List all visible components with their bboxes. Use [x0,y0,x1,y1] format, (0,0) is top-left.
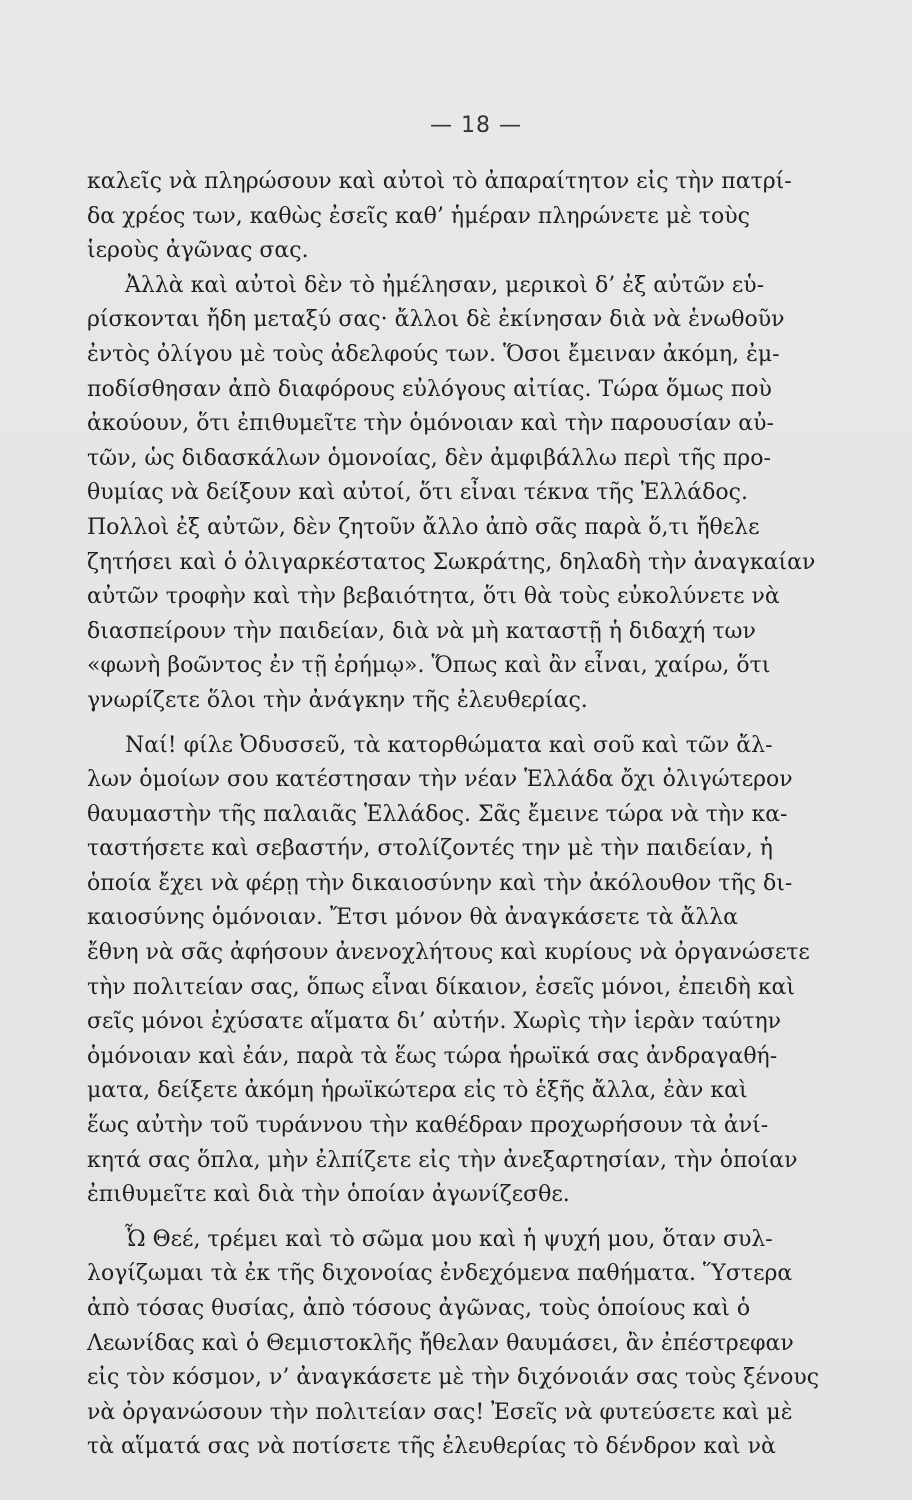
text-line: ἀπὸ τόσας θυσίας, ἀπὸ τόσους ἀγῶνας, τοὺς ὁποίους καὶ ὁ [87,1296,751,1321]
text-line: ὁποία ἔχει νὰ φέρῃ τὴν δικαιοσύνην καὶ τὴν ἀκόλουθον τῆς δι- [87,870,793,896]
text-line: τὰ αἵματά σας νὰ ποτίσετε τῆς ἐλευθερίας τὸ δένδρον καὶ νὰ [87,1434,776,1460]
text-line: ματα, δείξετε ἀκόμη ἡρωϊκώτερα εἰς τὸ ἑξῆς ἄλλα, ἐὰν καὶ [87,1078,748,1104]
text-line: λογίζωμαι τὰ ἐκ τῆς διχονοίας ἐνδεχόμενα παθήματα. Ὕστερα [87,1261,793,1287]
text-line: ὁμόνοιαν καὶ ἐάν, παρὰ τὰ ἕως τώρα ἡρωϊκά σας ἀνδραγαθή- [87,1043,778,1069]
text-line: λων ὁμοίων σου κατέστησαν τὴν νέαν Ἑλλάδα ὄχι ὀλιγώτερον [87,767,793,793]
text-line: τὴν πολιτείαν σας, ὅπως εἶναι δίκαιον, ἐσεῖς μόνοι, ἐπειδὴ καὶ [87,974,796,1000]
text-line: ρίσκονται ἤδη μεταξύ σας· ἄλλοι δὲ ἐκίνησαν διὰ νὰ ἑνωθοῦν [87,307,785,333]
paragraph-first-line: Ὦ Θεέ, τρέμει καὶ τὸ σῶμα μου καὶ ἡ ψυχή μου, ὅταν συλ- [125,1226,773,1252]
text-line: ζητήσει καὶ ὁ ὀλιγαρκέστατος Σωκράτης, δηλαδὴ τὴν ἀναγκαίαν [87,549,816,575]
text-line: καιοσύνης ὁμόνοιαν. Ἔτσι μόνον θὰ ἀναγκάσετε τὰ ἄλλα [87,905,739,931]
text-line: ἱεροὺς ἀγῶνας σας. [87,238,309,264]
text-line: ἔθνη νὰ σᾶς ἀφήσουν ἀνενοχλήτους καὶ κυρίους νὰ ὀργανώσετε [87,940,810,966]
text-line: θυμίας νὰ δείξουν καὶ αὐτοί, ὅτι εἶναι τέκνα τῆς Ἑλλάδος. [87,480,748,506]
text-line: ποδίσθησαν ἀπὸ διαφόρους εὐλόγους αἰτίας. Τώρα ὅμως ποὺ [87,376,772,402]
text-line: τῶν, ὡς διδασκάλων ὁμονοίας, δὲν ἀμφιβάλλω περὶ τῆς προ- [87,445,771,471]
text-line: Λεωνίδας καὶ ὁ Θεμιστοκλῆς ἤθελαν θαυμάσει, ἂν ἐπέστρεφαν [87,1330,794,1356]
text-line: ἐντὸς ὀλίγου μὲ τοὺς ἀδελφούς των. Ὅσοι ἔμειναν ἀκόμη, ἐμ- [87,341,780,367]
text-line: κητά σας ὅπλα, μὴν ἐλπίζετε εἰς τὴν ἀνεξαρτησίαν, τὴν ὁποίαν [87,1147,798,1173]
page-number: — 18 — [430,113,522,138]
text-line: αὐτῶν τροφὴν καὶ τὴν βεβαιότητα, ὅτι θὰ τοὺς εὐκολύνετε νὰ [87,584,780,610]
text-line: ἀκούουν, ὅτι ἐπιθυμεῖτε τὴν ὁμόνοιαν καὶ τὴν παρουσίαν αὐ- [87,411,774,437]
text-line: σεῖς μόνοι ἐχύσατε αἵματα δι’ αὐτήν. Χωρὶς τὴν ἱερὰν ταύτην [87,1009,782,1035]
text-line: ἐπιθυμεῖτε καὶ διὰ τὴν ὁποίαν ἀγωνίζεσθε. [87,1182,570,1208]
text-line: καλεῖς νὰ πληρώσουν καὶ αὐτοὶ τὸ ἀπαραίτητον εἰς τὴν πατρί- [87,169,792,194]
text-line: «φωνὴ βοῶντος ἐν τῇ ἐρήμῳ». Ὅπως καὶ ἂν εἶναι, χαίρω, ὅτι [87,653,771,679]
text-line: γνωρίζετε ὅλοι τὴν ἀνάγκην τῆς ἐλευθερίας. [87,687,588,713]
text-line: θαυμαστὴν τῆς παλαιᾶς Ἑλλάδος. Σᾶς ἔμεινε τώρα νὰ τὴν κα- [87,801,788,827]
text-line: Πολλοὶ ἐξ αὐτῶν, δὲν ζητοῦν ἄλλο ἀπὸ σᾶς παρὰ ὅ,τι ἤθελε [87,514,760,540]
text-line: εἰς τὸν κόσμον, ν’ ἀναγκάσετε μὲ τὴν διχόνοιάν σας τοὺς ξένους [87,1365,820,1391]
paragraph-first-line: Ἀλλὰ καὶ αὐτοὶ δὲν τὸ ἠμέλησαν, μερικοὶ δ’ ἐξ αὐτῶν εὑ- [125,272,765,298]
text-line: ταστήσετε καὶ σεβαστήν, στολίζοντές την μὲ τὴν παιδείαν, ἡ [87,836,773,862]
text-line: δα χρέος των, καθὼς ἐσεῖς καθ’ ἡμέραν πληρώνετε μὲ τοὺς [87,203,750,229]
text-line: διασπείρουν τὴν παιδείαν, διὰ νὰ μὴ καταστῇ ἡ διδαχή των [87,618,756,644]
text-line: νὰ ὀργανώσουν τὴν πολιτείαν σας! Ἐσεῖς νὰ φυτεύσετε καὶ μὲ [87,1399,793,1425]
text-line: ἕως αὐτὴν τοῦ τυράννου τὴν καθέδραν προχωρήσουν τὰ ἀνί- [87,1113,769,1139]
body-text [87,165,893,1465]
paragraph-first-line: Ναί! φίλε Ὀδυσσεῦ, τὰ κατορθώματα καὶ σοῦ καὶ τῶν ἄλ- [125,732,773,758]
